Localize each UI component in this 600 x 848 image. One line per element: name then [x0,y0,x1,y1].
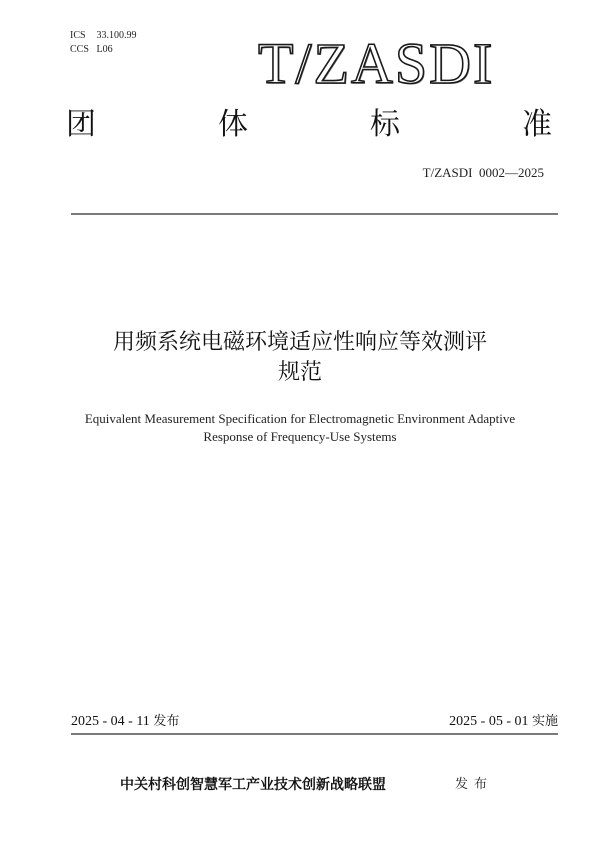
release-date-block [71,713,179,731]
ics-label: ICS [70,30,86,41]
standard-type-char: 团 [66,107,96,142]
standard-type-char: 准 [522,107,552,142]
title-cn-line-2: 规范 [277,360,322,385]
standard-logo: T/ZASDI [258,31,495,96]
ccs-value: L06 [96,44,113,55]
effective-date: 2025 - 05 - 01 [449,714,529,729]
standard-number: T/ZASDI 0002—2025 [422,165,544,180]
ccs-code [70,43,137,57]
header-divider [71,213,558,215]
title-chinese [0,328,600,388]
publisher-name: 中关村科创智慧军工产业技术创新战略联盟 [120,777,386,793]
release-date: 2025 - 04 - 11 [71,714,150,729]
title-english [0,410,600,446]
standard-type-char: 体 [218,107,248,142]
footer-divider [71,733,558,735]
ics-code [70,29,137,43]
ccs-label: CCS [70,44,89,55]
standard-type-char: 标 [370,107,400,142]
classification-codes [70,29,137,57]
title-cn-line-1: 用频系统电磁环境适应性响应等效测评 [112,330,487,355]
title-en-line-2: Response of Frequency-Use Systems [203,429,397,444]
effective-label: 实施 [531,714,558,729]
release-label: 发布 [153,714,180,729]
effective-date-block [449,713,558,731]
publish-label: 发布 [455,777,494,792]
standard-type-heading [66,105,552,145]
ics-value: 33.100.99 [96,30,137,41]
dates-row [71,713,558,731]
title-en-line-1: Equivalent Measurement Specification for Electromagnetic Environment Adaptive [84,411,516,426]
